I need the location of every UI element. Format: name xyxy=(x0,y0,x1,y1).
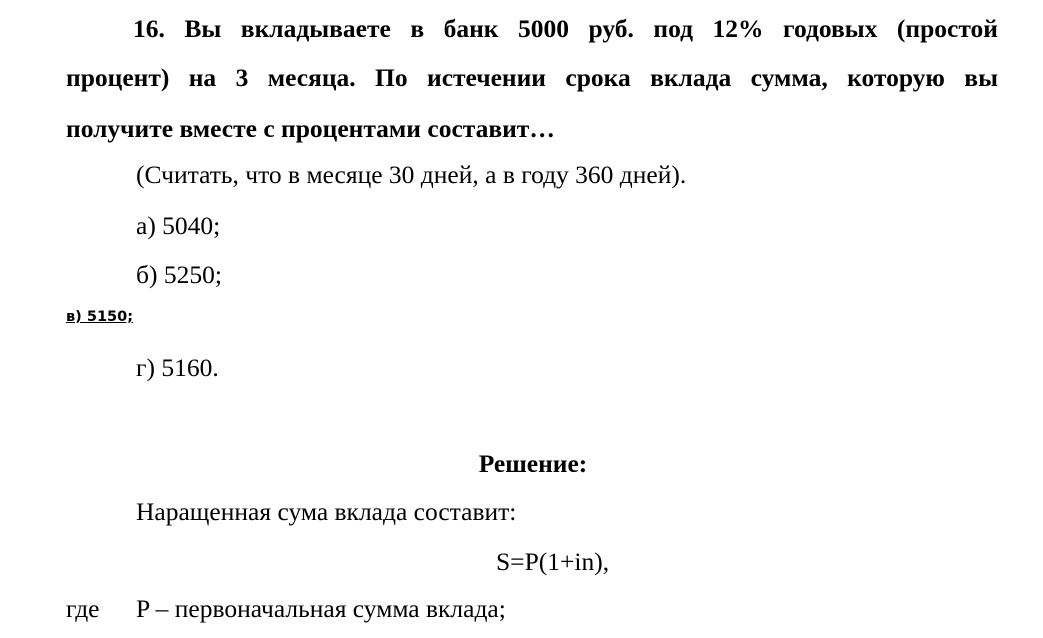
where-definition: P – первоначальная сумма вклада; xyxy=(136,594,506,623)
answer-option-a: а) 5040; xyxy=(136,211,221,240)
question-note: (Считать, что в месяце 30 дней, а в году 360 дней). xyxy=(136,160,687,189)
question-line-1: 16. Вы вкладываете в банк 5000 руб. под 12% годовых (простой xyxy=(133,14,998,43)
where-label: где xyxy=(66,594,100,623)
solution-heading: Решение: xyxy=(478,449,588,478)
question-line-2: процент) на 3 месяца. По истечении срока вклада сумма, которую вы xyxy=(66,63,998,92)
solution-formula: S=P(1+in), xyxy=(496,547,610,576)
answer-option-c-highlighted: в) 5150; xyxy=(66,309,134,325)
question-line-3: получите вместе с процентами составит… xyxy=(66,114,555,143)
solution-text: Наращенная сума вклада составит: xyxy=(136,497,517,526)
answer-option-d: г) 5160. xyxy=(136,353,219,382)
answer-option-b: б) 5250; xyxy=(136,260,222,289)
